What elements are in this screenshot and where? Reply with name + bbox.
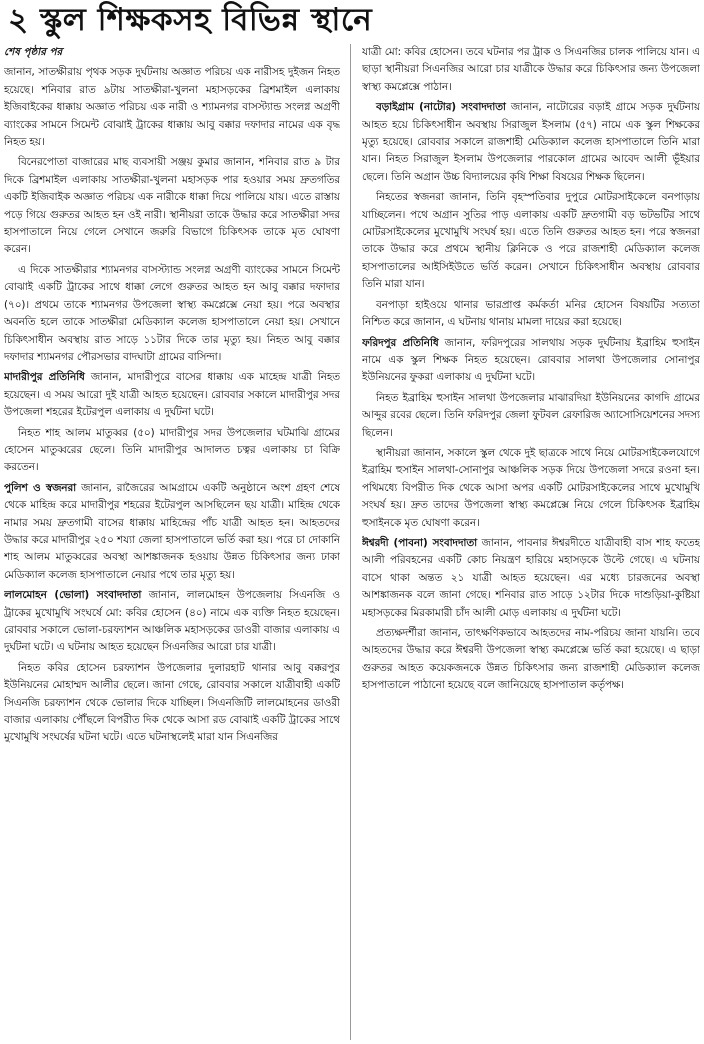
article-paragraph xyxy=(4,154,340,258)
continued-marker xyxy=(4,44,340,61)
article-headline: ২ স্কুল শিক্ষকসহ বিভিন্ন স্থানে xyxy=(8,2,373,38)
article-paragraph xyxy=(362,535,700,622)
left-column xyxy=(4,44,340,1040)
article-paragraph xyxy=(4,660,340,747)
paragraph-text: জানান, সাতক্ষীরায় পৃথক সড়ক দুর্ঘটনায় অজ্ঞাত পরিচয় এক নারীসহ দুইজন নিহত হয়েছে। শনিবার রাত ৯টায় সাতক্ষীরা-খুলনা মহাসড়কের ব্রিশমাইল এলাকায় ইজিবাইকের ধাক্কায় অজ্ঞাত পরিচয় এক নারী ও শ্যামনগর বাসস্ট্যান্ড সংলগ্ন অগ্রণী ব্যাংকের সামনে সিমেন্ট বোঝাই ট্রাকের ধাক্কায় আবু বক্কার দফাদার নামের এক বৃদ্ধ নিহত হয়। xyxy=(4,66,340,149)
paragraph-text: বনপাড়া হাইওয়ে থানার ভারপ্রাপ্ত কর্মকর্তা মনির হোসেন বিষয়টির সত্যতা নিশ্চিত করে জানান, এ ঘটনায় থানায় মামলা দায়ের করা হয়েছে। xyxy=(362,298,700,329)
article-paragraph xyxy=(362,189,700,293)
paragraph-text: প্রত্যক্ষদর্শীরা জানান, তাৎক্ষণিকভাবে আহতদের নাম-পরিচয় জানা যায়নি। তবে আহতদের উদ্ধার করে ঈশ্বরদী উপজেলা স্বাস্থ্য কমপ্লেক্সে ভর্তি করা হয়েছে। এ ছাড়া গুরুতর আহত কয়েকজনকে উন্নত চিকিৎসার জন্য রাজশাহী মেডিক্যাল কলেজ হাসপাতালে পাঠানো হয়েছে বলে জানিয়েছে হাসপাতাল কর্তৃপক্ষ। xyxy=(362,627,700,692)
paragraph-text: জানান, ফরিদপুরের সালথায় সড়ক দুর্ঘটনায় ইব্রাহিম হুসাইন নামে এক স্কুল শিক্ষক নিহত হয়েছেন। রোববার সালথা উপজেলার সোনাপুর ইউনিয়নের ফুকরা এলাকায় এ দুর্ঘটনা ঘটে। xyxy=(362,336,700,384)
correspondent-lead: বড়াইগ্রাম (নাটোর) সংবাদদাতা xyxy=(376,101,506,114)
article-paragraph xyxy=(4,262,340,366)
article-paragraph xyxy=(362,335,700,387)
paragraph-text: জানান, রাজৈরের আমগ্রামে একটি অনুষ্ঠানে অংশ গ্রহণ শেষে থেকে মাহিন্দ্র করে মাদারীপুর শহরের ইটেরপুল আসছিলেন ছয় যাত্রী। মাহিন্দ্র থেকে নামার সময় দ্রুতগামী বাসের ধাক্কায় মাহিন্দ্রের পাঁচ যাত্রী আহত হন। আহতদের উদ্ধার করে মাদারীপুর ২৫০ শয্যা জেলা হাসপাতালে ভর্তি করা হয়। পরে চা দোকানি শাহ আলম মাতুব্বরের অবস্থা আশঙ্কাজনক হওয়ায় উন্নত চিকিৎসার জন্য ঢাকা মেডিক্যাল কলেজ হাসপাতালে নেয়ার পথে তার মৃত্যু হয়। xyxy=(4,481,340,581)
correspondent-lead: ঈশ্বরদী (পাবনা) সংবাদদাতা xyxy=(362,536,478,549)
paragraph-text: জানান, পাবনার ঈশ্বরদীতে যাত্রীবাহী বাস শাহ ফতেহ আলী পরিবহনের একটি কোচ নিয়ন্ত্রণ হারিয়ে মহাসড়কে উল্টে গেছে। এ ঘটনায় বাসে থাকা অন্তত ২১ যাত্রী আহত হয়েছেন। এর মধ্যে চারজনের অবস্থা আশঙ্কাজনক বলে জানা গেছে। শনিবার রাত সাড়ে ১২টার দিকে দাশুড়িয়া-কুষ্টিয়া মহাসড়কের মিরকামারী চাঁদ আলী মোড় এলাকায় এ দুর্ঘটনা ঘটে। xyxy=(362,536,700,619)
article-paragraph xyxy=(4,425,340,477)
paragraph-text: নিহতের স্বজনরা জানান, তিনি বৃহস্পতিবার দুপুরে মোটরসাইকেলে বনপাড়ায় যাচ্ছিলেন। পথে অগ্রান সুতির পাড় এলাকায় একটি দ্রুতগামী বড় ভটভটির সাথে মোটরসাইকেলের মুখোমুখি সংঘর্ষ হয়। এতে তিনি গুরুতর আহত হন। পরে স্বজনরা তাকে উদ্ধার করে প্রথমে স্থানীয় ক্লিনিকে ও পরে রাজশাহী মেডিক্যাল কলেজ হাসপাতালের আইসিইউতে ভর্তি করেন। সেখানে চিকিৎসাধীন অবস্থায় রোববার তিনি মারা যান। xyxy=(362,191,700,291)
paragraph-text: জানান, নাটোরের বড়াই গ্রামে সড়ক দুর্ঘটনায় আহত হয়ে চিকিৎসাধীন অবস্থায় সিরাজুল ইসলাম (৫৭) নামে এক স্কুল শিক্ষকের মৃত্যু হয়েছে। রোববার সকালে রাজশাহী মেডিক্যাল কলেজ হাসপাতালে তিনি মারা যান। নিহত সিরাজুল ইসলাম উপজেলার পারকোল গ্রামের আবেদ আলী ভূঁইয়ার ছেলে। তিনি অগ্রান উচ্চ বিদ্যালয়ের কৃষি শিক্ষা বিষয়ের শিক্ষক ছিলেন। xyxy=(362,101,700,183)
article-paragraph xyxy=(4,587,340,657)
paragraph-text: বিনেরপোতা বাজারের মাছ ব্যবসায়ী সঞ্জয় কুমার জানান, শনিবার রাত ৯ টার দিকে ব্রিশমাইল এলাকায় সাতক্ষীরা-খুলনা মহাসড়ক পার হওয়ার সময় দ্রুতগতির একটি ইজিবাইক অজ্ঞাত পরিচয় এক নারীকে ধাক্কা দিয়ে পালিয়ে যায়। এতে রাস্তায় পড়ে গিয়ে গুরুতর আহত হন ওই নারী। স্থানীয়রা তাকে উদ্ধার করে সাতক্ষীরা সদর হাসপাতালে নিয়ে গেলে সেখানে জরুরি বিভাগে চিকিৎসক তাকে মৃত ঘোষণা করেন। xyxy=(4,156,340,256)
article-paragraph xyxy=(4,480,340,584)
article-paragraph xyxy=(4,369,340,421)
article-paragraph xyxy=(4,64,340,151)
article-paragraph xyxy=(362,44,700,96)
paragraph-text: নিহত কবির হোসেন চরফ্যাশন উপজেলার দুলারহাট থানার আবু বক্করপুর ইউনিয়নের মোহাম্মদ আলীর ছেলে। জানা গেছে, রোববার সকালে যাত্রীবাহী একটি সিএনজি চরফ্যাশন থেকে ভোলার দিকে যাচ্ছিল। সিএনজিটি লালমোহনের ডাওরী বাজার এলাকায় পৌঁছলে বিপরীত দিক থেকে আসা রড বোঝাই একটি ট্রাকের সাথে মুখোমুখি সংঘর্ষের ঘটনা ঘটে। এতে ঘটনাস্থলেই মারা যান সিএনজির xyxy=(4,661,340,744)
article-paragraph xyxy=(362,625,700,695)
article-paragraph xyxy=(362,297,700,332)
right-column xyxy=(362,44,700,1040)
article-paragraph xyxy=(362,445,700,532)
article-paragraph xyxy=(362,99,700,186)
correspondent-lead: লালমোহন (ভোলা) সংবাদদাতা xyxy=(4,589,142,602)
paragraph-text: যাত্রী মো: কবির হোসেন। তবে ঘটনার পর ট্রাক ও সিএনজির চালক পালিয়ে যান। এ ছাড়া স্থানীয়রা সিএনজির আরো চার যাত্রীকে উদ্ধার করে চিকিৎসার জন্য উপজেলা স্বাস্থ্য কমপ্লেক্সে পাঠান। xyxy=(362,46,700,93)
paragraph-text: জানান, লালমোহন উপজেলায় সিএনজি ও ট্রাকের মুখোমুখি সংঘর্ষে মো: কবির হোসেন (৪০) নামে এক ব্যক্তি নিহত হয়েছেন। রোববার সকালে ভোলা-চরফ্যাশন আঞ্চলিক মহাসড়কের ডাওরী বাজার এলাকায় এ দুর্ঘটনা ঘটে। এ ঘটনায় আহত হয়েছেন সিএনজির আরো চার যাত্রী। xyxy=(4,589,340,654)
correspondent-lead: মাদারীপুর প্রতিনিধি xyxy=(4,371,85,384)
correspondent-lead: পুলিশ ও স্বজনরা xyxy=(4,481,77,494)
paragraph-text: নিহত শাহ আলম মাতুব্বর (৫০) মাদারীপুর সদর উপজেলার ঘটমাঝি গ্রামের হোসেন মাতুব্বরের ছেলে। তিনি মাদারীপুর আদালত চত্বর এলাকায় চা বিক্রি করতেন। xyxy=(4,426,340,474)
paragraph-text: এ দিকে সাতক্ষীরার শ্যামনগর বাসস্ট্যান্ড সংলগ্ন অগ্রণী ব্যাংকের সামনে সিমেন্ট বোঝাই একটি ট্রাকের সাথে ধাক্কা লেগে গুরুতর আহত হন আবু বক্কার দফাদার (৭০)। প্রথমে তাকে শ্যামনগর উপজেলা স্বাস্থ্য কমপ্লেক্সে নেয়া হয়। পরে অবস্থার অবনতি হলে তাকে সাতক্ষীরা মেডিক্যাল কলেজ হাসপাতালে নেয়া হয়। সেখানে চিকিৎসাধীন অবস্থায় রাত সাড়ে ১১টার দিকে তার মৃত্যু হয়। নিহত আবু বক্কার দফাদার শ্যামনগর পৌরসভার বাদঘাটা গ্রামের বাসিন্দা। xyxy=(4,263,340,363)
correspondent-lead: ফরিদপুর প্রতিনিধি xyxy=(362,336,439,349)
paragraph-text: নিহত ইব্রাহিম হুসাইন সালথা উপজেলার মাঝারদিয়া ইউনিয়নের কাগদি গ্রামের আব্দুর রবের ছেলে। তিনি ফরিদপুর জেলা ফুটবল রেফারিজ অ্যাসোসিয়েশনের সদস্য ছিলেন। xyxy=(362,391,700,439)
paragraph-text: জানান, মাদারীপুরে বাসের ধাক্কায় এক মাহেন্দ্র যাত্রী নিহত হয়েছেন। এ সময় আরো দুই যাত্রী আহত হয়েছেন। রোববার সকালে মাদারীপুর সদর উপজেলা শহরের ইটেরপুল এলাকায় এ দুর্ঘটনা ঘটে। xyxy=(4,371,340,419)
continued-label: শেষ পৃষ্ঠার পর xyxy=(4,46,63,58)
article-paragraph xyxy=(362,390,700,442)
paragraph-text: স্থানীয়রা জানান, সকালে স্কুল থেকে দুই ছাত্রকে সাথে নিয়ে মোটরসাইকেলযোগে ইব্রাহিম হুসাইন সালথা-সোনাপুর আঞ্চলিক সড়ক দিয়ে উপজেলা সদরে রওনা হন। পথিমধ্যে বিপরীত দিক থেকে আসা অপর একটি মোটরসাইকেলের সাথে মুখোমুখি সংঘর্ষ হয়। দ্রুত তাদের উপজেলা স্বাস্থ্য কমপ্লেক্সে নিয়ে গেলে চিকিৎসক ইব্রাহিম হুসাইনকে মৃত ঘোষণা করেন। xyxy=(362,446,700,529)
column-divider xyxy=(350,44,351,1040)
